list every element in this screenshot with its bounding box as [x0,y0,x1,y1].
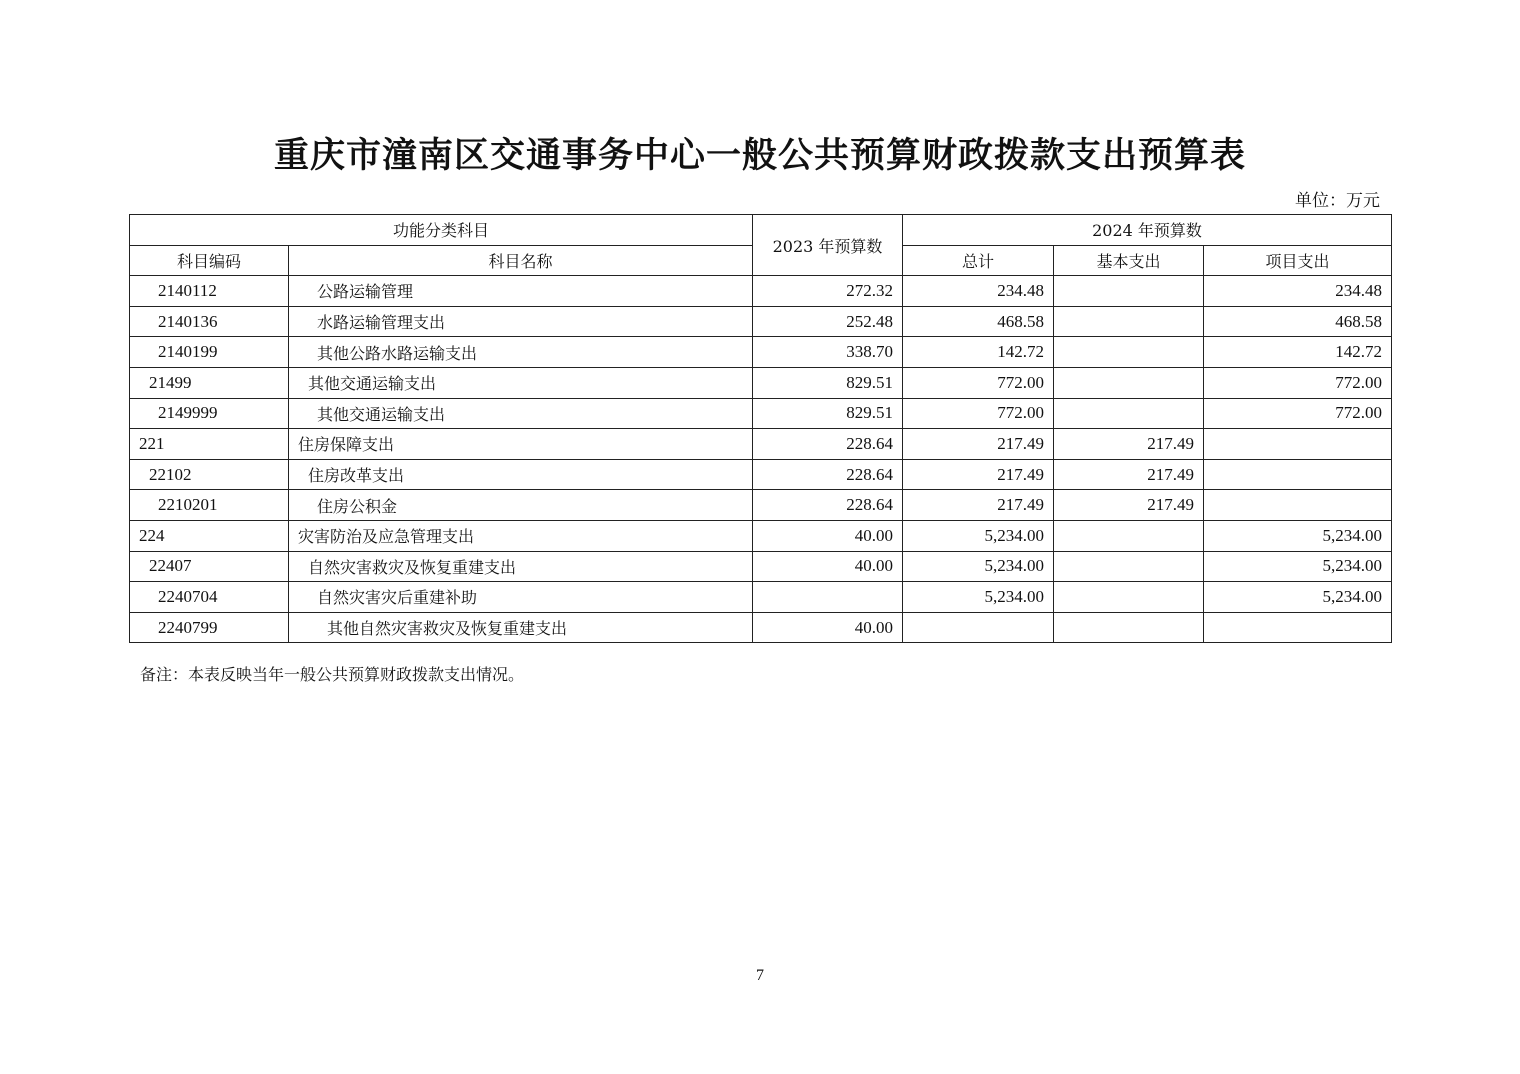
page-number: 7 [756,967,764,984]
cell-name: 住房公积金 [289,490,753,521]
cell-project [1204,490,1392,521]
cell-name: 水路运输管理支出 [289,306,753,337]
cell-project: 772.00 [1204,367,1392,398]
cell-prev: 40.00 [753,551,903,582]
header-code: 科目编码 [130,245,289,276]
cell-basic [1054,582,1204,613]
cell-name: 灾害防治及应急管理支出 [289,520,753,551]
header-row-1 [130,215,1392,246]
cell-code: 2140136 [130,306,289,337]
table-row [130,306,1392,337]
cell-code: 2240704 [130,582,289,613]
cell-prev: 829.51 [753,367,903,398]
cell-code: 2210201 [130,490,289,521]
cell-basic [1054,306,1204,337]
cell-project: 5,234.00 [1204,582,1392,613]
table-row [130,459,1392,490]
header-prev-year: 2023 年预算数 [753,215,903,276]
cell-prev: 338.70 [753,337,903,368]
header-project: 项目支出 [1204,245,1392,276]
unit-label: 单位：万元 [1295,191,1380,211]
cell-code: 221 [130,429,289,460]
cell-code: 2140112 [130,276,289,307]
cell-code: 21499 [130,367,289,398]
cell-basic: 217.49 [1054,429,1204,460]
cell-total [903,612,1054,643]
cell-total: 217.49 [903,429,1054,460]
cell-project [1204,429,1392,460]
table-row [130,429,1392,460]
cell-total: 5,234.00 [903,582,1054,613]
cell-basic [1054,337,1204,368]
cell-project [1204,459,1392,490]
cell-name: 其他自然灾害救灾及恢复重建支出 [289,612,753,643]
cell-prev: 228.64 [753,459,903,490]
table-row [130,398,1392,429]
table-row [130,276,1392,307]
cell-basic [1054,398,1204,429]
cell-name: 其他公路水路运输支出 [289,337,753,368]
header-func-class: 功能分类科目 [130,215,753,246]
cell-total: 5,234.00 [903,551,1054,582]
cell-code: 224 [130,520,289,551]
cell-prev: 252.48 [753,306,903,337]
cell-prev: 272.32 [753,276,903,307]
cell-total: 772.00 [903,367,1054,398]
cell-name: 住房保障支出 [289,429,753,460]
cell-total: 142.72 [903,337,1054,368]
table-row [130,490,1392,521]
header-curr-year: 2024 年预算数 [903,215,1392,246]
cell-project: 5,234.00 [1204,520,1392,551]
cell-prev: 228.64 [753,429,903,460]
cell-code: 2240799 [130,612,289,643]
cell-basic: 217.49 [1054,459,1204,490]
cell-total: 5,234.00 [903,520,1054,551]
table-row [130,367,1392,398]
cell-project: 772.00 [1204,398,1392,429]
cell-basic [1054,367,1204,398]
page-title: 重庆市潼南区交通事务中心一般公共预算财政拨款支出预算表 [273,135,1246,176]
budget-table [129,214,1392,643]
cell-total: 772.00 [903,398,1054,429]
cell-basic [1054,612,1204,643]
cell-basic [1054,551,1204,582]
cell-basic [1054,276,1204,307]
cell-prev: 829.51 [753,398,903,429]
cell-name: 自然灾害灾后重建补助 [289,582,753,613]
cell-project [1204,612,1392,643]
table-row [130,337,1392,368]
cell-basic: 217.49 [1054,490,1204,521]
cell-prev: 228.64 [753,490,903,521]
header-basic: 基本支出 [1054,245,1204,276]
table-row [130,551,1392,582]
cell-name: 住房改革支出 [289,459,753,490]
cell-prev [753,582,903,613]
cell-project: 234.48 [1204,276,1392,307]
cell-name: 其他交通运输支出 [289,367,753,398]
table-note: 备注：本表反映当年一般公共预算财政拨款支出情况。 [140,665,525,684]
cell-prev: 40.00 [753,520,903,551]
cell-name: 其他交通运输支出 [289,398,753,429]
header-name: 科目名称 [289,245,753,276]
cell-prev: 40.00 [753,612,903,643]
cell-code: 22407 [130,551,289,582]
cell-project: 468.58 [1204,306,1392,337]
table-row [130,520,1392,551]
cell-total: 217.49 [903,490,1054,521]
table-row [130,612,1392,643]
cell-code: 2149999 [130,398,289,429]
cell-project: 5,234.00 [1204,551,1392,582]
cell-total: 217.49 [903,459,1054,490]
cell-total: 468.58 [903,306,1054,337]
table-row [130,582,1392,613]
cell-project: 142.72 [1204,337,1392,368]
header-total: 总计 [903,245,1054,276]
cell-total: 234.48 [903,276,1054,307]
cell-code: 22102 [130,459,289,490]
cell-name: 公路运输管理 [289,276,753,307]
cell-code: 2140199 [130,337,289,368]
cell-basic [1054,520,1204,551]
cell-name: 自然灾害救灾及恢复重建支出 [289,551,753,582]
